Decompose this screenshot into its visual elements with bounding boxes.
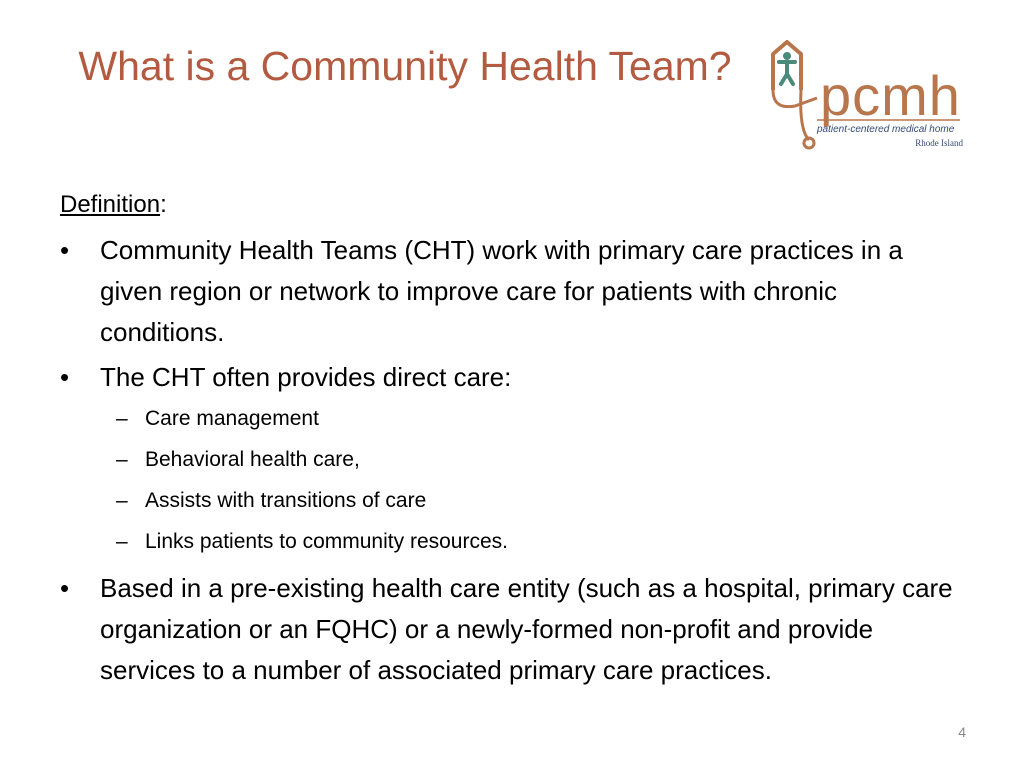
sub-bullet-item-3 (60, 480, 960, 521)
sub-bullet-text-3: Assists with transitions of care (145, 489, 427, 512)
bullet-text-2: The CHT often provides direct care: (100, 362, 512, 392)
slide-title: What is a Community Health Team? (78, 43, 732, 89)
bullet-text-1: Community Health Teams (CHT) work with primary care practices in a given region or network to improve care for patients with chronic conditions. (100, 235, 903, 347)
bullet-list (60, 230, 960, 691)
sub-bullet-item-1 (60, 398, 960, 439)
sub-bullet-text-1: Care management (145, 407, 319, 430)
sub-bullet-text-4: Links patients to community resources. (145, 530, 508, 553)
bullet-item-1 (60, 230, 960, 353)
dash-icon: – (116, 489, 128, 512)
sub-bullet-text-2: Behavioral health care, (145, 448, 360, 471)
dash-icon: – (116, 448, 128, 471)
sub-bullet-list (100, 398, 960, 562)
definition-heading (60, 188, 960, 222)
bullet-dot-icon: • (60, 362, 70, 392)
logo-wordmark: pcmh (820, 64, 961, 127)
definition-colon: : (160, 191, 167, 218)
sub-bullet-item-4 (60, 521, 960, 562)
definition-label: Definition (60, 191, 161, 218)
bullet-item-2 (60, 357, 960, 562)
bullet-text-3: Based in a pre-existing health care entity (such as a hospital, primary care organization or an FQHC) or a newly-formed non-profit and provide services to a number of associated primary care practices. (100, 573, 953, 685)
pcmh-logo (765, 40, 965, 152)
dash-icon: – (116, 407, 128, 430)
logo-tagline: patient-centered medical home (817, 124, 955, 135)
slide-body (60, 188, 960, 695)
bullet-dot-icon: • (60, 235, 70, 265)
dash-icon: – (116, 530, 128, 553)
logo-state: Rhode Island (915, 138, 963, 148)
page-number: 4 (958, 724, 966, 740)
sub-bullet-item-2 (60, 439, 960, 480)
bullet-dot-icon: • (60, 573, 70, 603)
bullet-item-3 (60, 568, 960, 691)
